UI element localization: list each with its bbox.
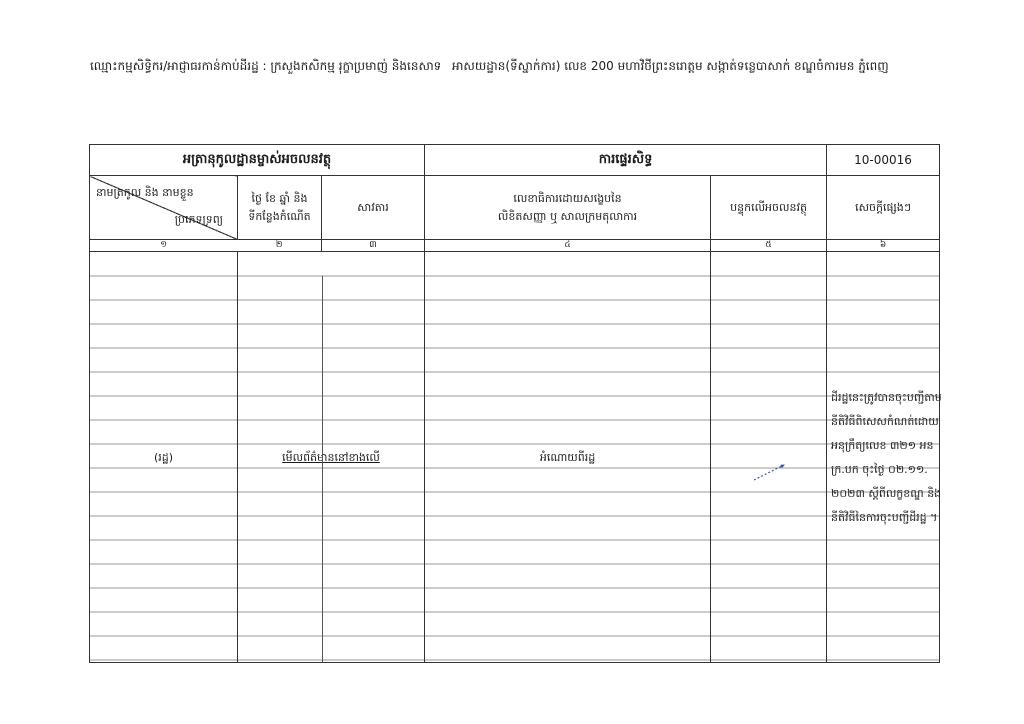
type-header: ប្រភេទទ្រព្យ <box>174 213 223 227</box>
name-cell <box>90 252 238 663</box>
birth-header <box>238 176 322 240</box>
remarks-cell <box>827 252 940 663</box>
property-header: បន្ទុកលើអចលនវត្ថុ <box>711 176 827 240</box>
remarks-header: សេចក្តីផ្សេងៗ <box>827 176 940 240</box>
column-number-6: ៦ <box>827 240 940 252</box>
document-cell <box>425 252 711 663</box>
pen-mark <box>752 462 788 484</box>
owner-line: ឈ្មោះកម្មសិទ្ធិករ/អាជ្ញាធរកាន់កាប់ដីរដ្ឋ : ក្រសួងកសិកម្ម រុក្ខាប្រមាញ់ និងនេសាទ <box>90 59 442 73</box>
name-header: នាមត្រកូល និង នាមខ្លួន <box>96 186 194 199</box>
owner-name: (រដ្ឋ) <box>153 451 174 464</box>
transfer-section-title: ការផ្ទេរសិទ្ធ <box>425 145 827 176</box>
birth-cell <box>238 252 425 663</box>
registry-table <box>89 144 940 663</box>
remarks-line-3: អនុក្រឹត្យលេខ ៣២១ អន <box>831 439 934 452</box>
name-type-header <box>90 176 238 240</box>
document-header-line2: លិខិតសញ្ញា ឬ សាលក្រមតុលាការ <box>497 209 638 223</box>
remarks-line-2: នីតិវិធីពិសេសកំណត់ដោយ <box>831 415 939 428</box>
remarks-line-4: ក្រ.បក ចុះថ្ងៃ ០២.១១. <box>831 463 928 476</box>
birth-header-line1: ថ្ងៃ ខែ ឆ្នាំ និង <box>251 191 308 205</box>
document-summary: អំណោយពីរដ្ឋ <box>539 451 596 464</box>
column-number-5: ៥ <box>711 240 827 252</box>
column-number-2: ២ <box>275 240 283 250</box>
birth-header-line2: ទីកន្លែងកំណើត <box>248 209 311 223</box>
birth-info: មើលព័ត៌មាននៅខាងលើ <box>282 451 380 464</box>
record-id: 10-00016 <box>827 145 940 176</box>
document-header-line1: លេខាធិការដោយសង្ខេបនៃ <box>513 191 622 205</box>
property-cell <box>711 252 827 663</box>
remarks-line-6: នីតិវិធីនៃការចុះបញ្ជីដីរដ្ឋ ។ <box>831 511 938 524</box>
owner-section-title: អត្រានុកូលដ្ឋានម្ចាស់អចលនវត្ថុ <box>90 145 425 176</box>
column-number-1: ១ <box>160 240 168 250</box>
remarks-note <box>827 384 942 530</box>
remarks-line-5: ២០២៣ ស្តីពីលក្ខខណ្ឌ និង <box>831 487 942 500</box>
document-header <box>425 176 711 240</box>
address-line: អាសយដ្ឋាន(ទីស្នាក់ការ) លេខ 200 មហាវិថីព្រះនរោត្តម សង្កាត់ទន្លេបាសាក់ ខណ្ឌចំការមន ភ្នំពេញ <box>452 59 889 73</box>
column-number <box>90 240 322 252</box>
column-number-4: ៤ <box>425 240 711 252</box>
column-number-3: ៣ <box>322 240 425 252</box>
remarks-line-1: ដីរដ្ឋនេះត្រូវបានចុះបញ្ជីតាម <box>831 391 942 404</box>
nationality-header: សាវតារ <box>322 176 425 240</box>
column-divider <box>322 276 323 662</box>
